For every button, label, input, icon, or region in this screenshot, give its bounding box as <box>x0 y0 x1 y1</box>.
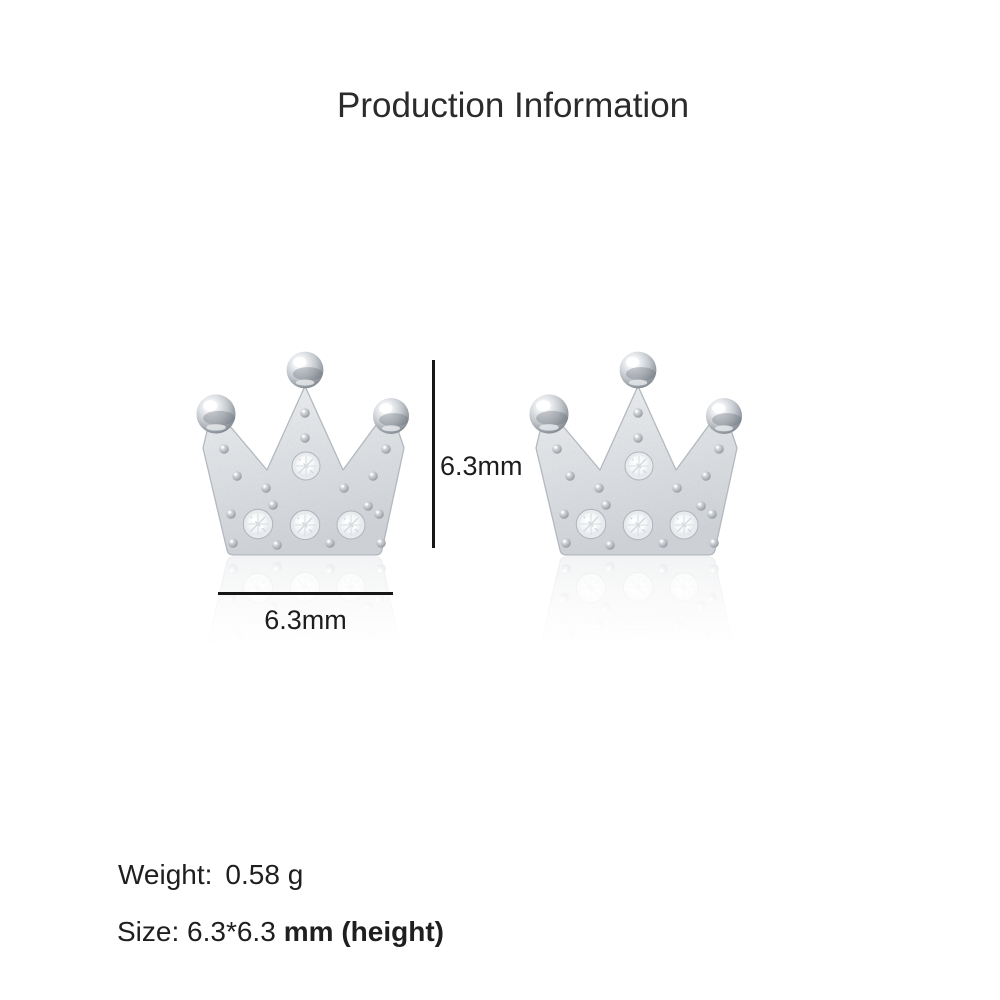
weight-value: 0.58 g <box>225 859 304 890</box>
crown-earring-right <box>523 352 753 560</box>
size-unit: mm (height) <box>283 916 444 947</box>
size-label: Size: 6.3*6.3 <box>117 916 276 947</box>
weight-row <box>118 861 303 889</box>
height-dimension-line <box>432 360 435 548</box>
crown-earring-left <box>190 352 420 560</box>
page-title: Production Information <box>337 86 690 126</box>
width-dimension-line <box>218 592 393 595</box>
width-dimension-label: 6.3mm <box>264 605 347 635</box>
size-row <box>117 918 444 946</box>
height-dimension-label: 6.3mm <box>440 451 523 481</box>
weight-label: Weight: <box>118 859 213 890</box>
